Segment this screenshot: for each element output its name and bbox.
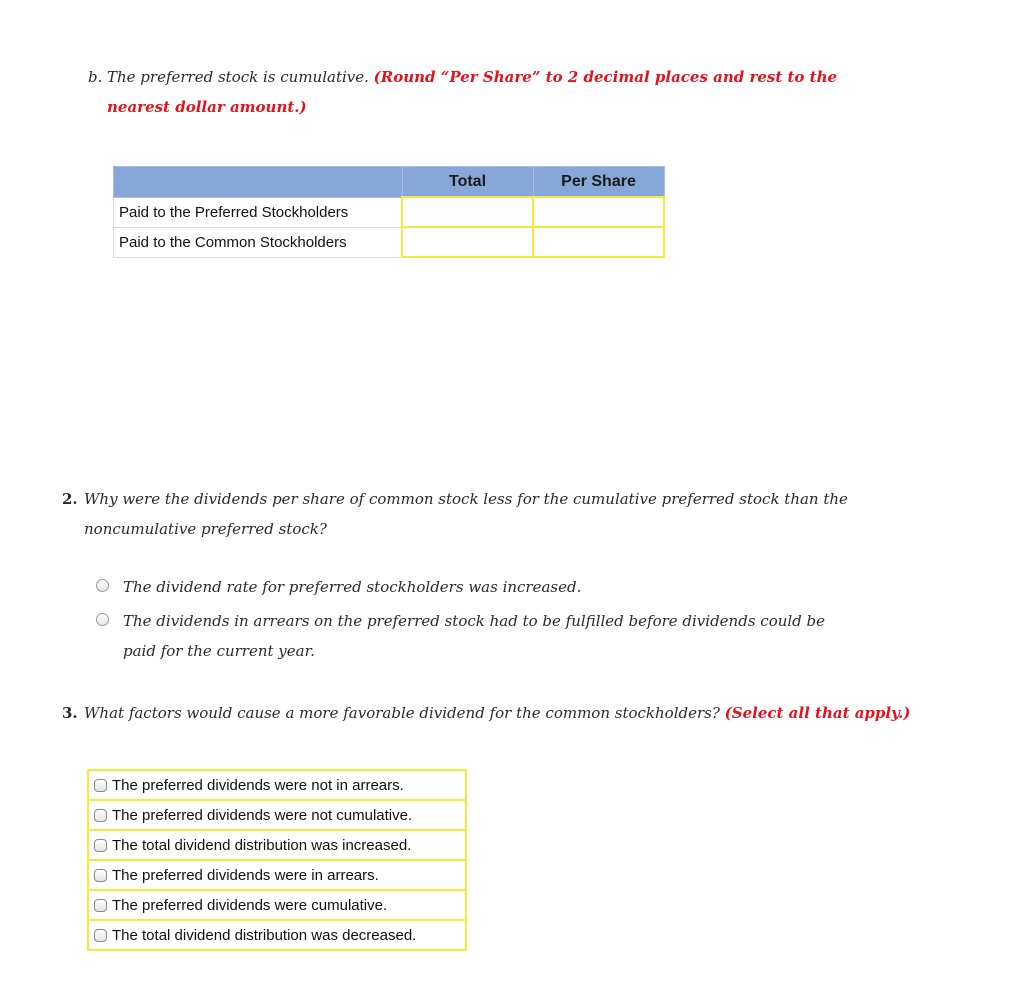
q3-option-1-label: The preferred dividends were not in arrears. (112, 776, 404, 794)
dividend-table (113, 166, 665, 258)
q3-number: 3. (62, 704, 78, 722)
radio-button[interactable] (96, 579, 109, 592)
radio-button[interactable] (96, 613, 109, 626)
part-b-text: The preferred stock is cumulative. (107, 68, 369, 86)
q3-option-3[interactable] (89, 831, 465, 861)
row-label-preferred: Paid to the Preferred Stockholders (114, 197, 403, 227)
q3-option-5-label: The preferred dividends were cumulative. (112, 896, 388, 914)
common-total-cell[interactable] (402, 227, 533, 257)
q3-option-4-label: The preferred dividends were in arrears. (112, 866, 379, 884)
q3-option-2[interactable] (89, 801, 465, 831)
row-label-common: Paid to the Common Stockholders (114, 227, 403, 257)
table-row (114, 227, 665, 257)
table-row (114, 197, 665, 227)
part-b-question (88, 62, 888, 122)
header-per-share: Per Share (533, 167, 664, 198)
checkbox[interactable] (94, 779, 107, 792)
preferred-total-input[interactable] (403, 200, 532, 224)
checkbox[interactable] (94, 869, 107, 882)
q2-option-1[interactable] (96, 572, 856, 602)
common-per-share-input[interactable] (534, 230, 663, 254)
table-header-row (114, 167, 665, 198)
checkbox[interactable] (94, 809, 107, 822)
q2-option-2-label: The dividends in arrears on the preferred stock had to be fulfilled before dividends could be paid for the current year. (123, 612, 826, 660)
common-per-share-cell[interactable] (533, 227, 664, 257)
preferred-total-cell[interactable] (402, 197, 533, 227)
header-blank (114, 167, 403, 198)
q3-checkbox-list (87, 769, 467, 951)
common-total-input[interactable] (403, 230, 532, 254)
q3-option-1[interactable] (89, 771, 465, 801)
q3-option-2-label: The preferred dividends were not cumulative. (112, 806, 413, 824)
header-total: Total (402, 167, 533, 198)
q3-option-4[interactable] (89, 861, 465, 891)
q3-option-5[interactable] (89, 891, 465, 921)
part-b-instruction: (Round “Per Share” to 2 decimal places and rest to the nearest dollar amount.) (107, 68, 838, 116)
checkbox[interactable] (94, 929, 107, 942)
q3-option-3-label: The total dividend distribution was increased. (112, 836, 412, 854)
q2-text: Why were the dividends per share of common stock less for the cumulative preferred stock than the noncumulative preferred stock? (84, 490, 848, 538)
q2-option-2[interactable] (96, 606, 856, 666)
q2-number: 2. (62, 490, 78, 508)
question-3 (62, 698, 922, 728)
q2-option-1-label: The dividend rate for preferred stockholders was increased. (123, 578, 582, 596)
q3-text: What factors would cause a more favorable dividend for the common stockholders? (84, 704, 720, 722)
checkbox[interactable] (94, 839, 107, 852)
q3-option-6[interactable] (89, 921, 465, 949)
q3-option-6-label: The total dividend distribution was decreased. (112, 926, 417, 944)
checkbox[interactable] (94, 899, 107, 912)
question-2 (62, 484, 922, 544)
q3-instruction: (Select all that apply.) (724, 704, 911, 722)
part-b-number: b. (88, 68, 103, 86)
preferred-per-share-input[interactable] (534, 200, 663, 224)
preferred-per-share-cell[interactable] (533, 197, 664, 227)
